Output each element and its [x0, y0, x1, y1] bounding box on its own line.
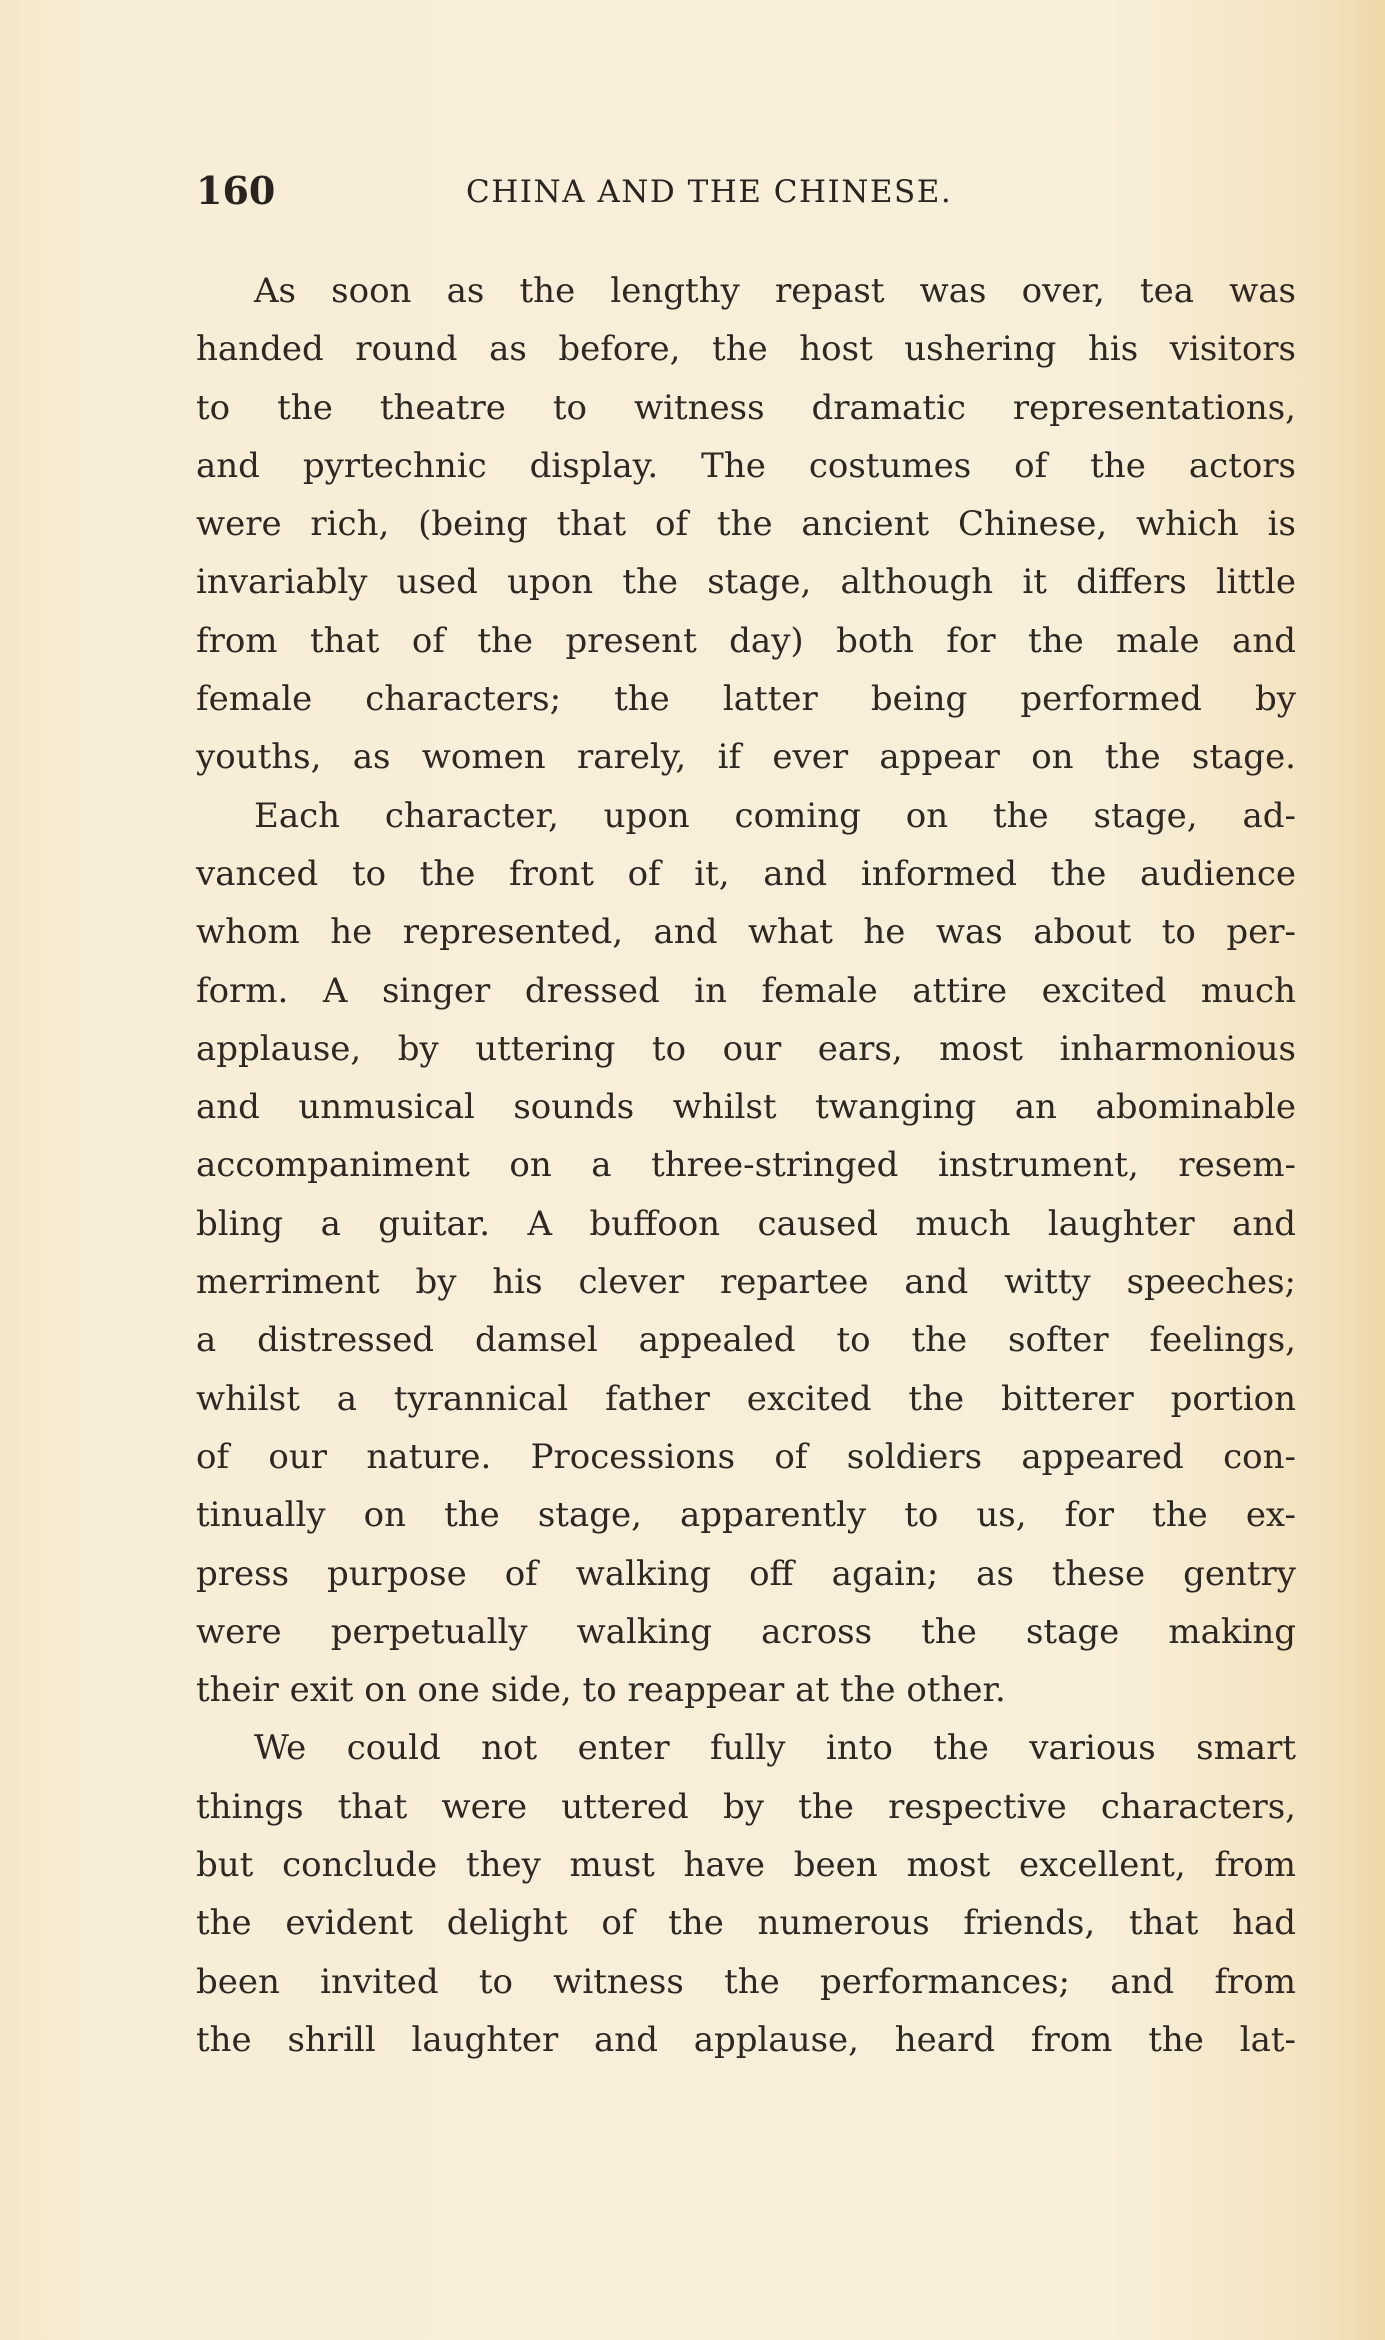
- text-line: handed round as before, the host ushering his visitors: [196, 329, 1296, 370]
- running-title: CHINA AND THE CHINESE.: [466, 174, 953, 210]
- text-line: and unmusical sounds whilst twanging an abominable: [196, 1087, 1296, 1128]
- text-line: As soon as the lengthy repast was over, tea was: [254, 271, 1296, 311]
- text-line: were rich, (being that of the ancient Chinese, which is: [196, 504, 1296, 545]
- text-line: the shrill laughter and applause, heard from the lat-: [196, 2019, 1296, 2060]
- text-line: whilst a tyrannical father excited the bitterer portion: [196, 1378, 1296, 1419]
- body-text: [196, 262, 1296, 2069]
- text-line: youths, as women rarely, if ever appear on the stage.: [196, 737, 1296, 778]
- text-line: the evident delight of the numerous friends, that had: [196, 1903, 1296, 1944]
- text-line: tinually on the stage, apparently to us, for the ex-: [196, 1495, 1296, 1536]
- text-line: vanced to the front of it, and informed the audience: [196, 853, 1296, 894]
- text-line: Each character, upon coming on the stage, ad-: [254, 795, 1296, 836]
- text-line: form. A singer dressed in female attire excited much: [196, 970, 1296, 1011]
- text-line: from that of the present day) both for the male and: [196, 620, 1296, 661]
- text-line: whom he represented, and what he was about to per-: [196, 912, 1296, 953]
- text-line: of our nature. Processions of soldiers appeared con-: [196, 1436, 1296, 1477]
- text-line: bling a guitar. A buffoon caused much laughter and: [196, 1203, 1296, 1244]
- text-line: been invited to witness the performances; and from: [196, 1961, 1296, 2002]
- text-line: We could not enter fully into the various smart: [254, 1728, 1296, 1769]
- text-line: press purpose of walking off again; as these gentry: [196, 1553, 1296, 1594]
- text-line: were perpetually walking across the stage making: [196, 1611, 1296, 1652]
- text-line: and pyrtechnic display. The costumes of the actors: [196, 445, 1296, 486]
- text-line: invariably used upon the stage, although it differs little: [196, 562, 1296, 603]
- text-line: to the theatre to witness dramatic representations,: [196, 387, 1296, 428]
- text-line: their exit on one side, to reappear at the other.: [196, 1670, 1006, 1711]
- text-line: a distressed damsel appealed to the softer feelings,: [196, 1320, 1296, 1361]
- text-line: but conclude they must have been most excellent, from: [196, 1845, 1296, 1886]
- text-line: female characters; the latter being performed by: [196, 679, 1296, 720]
- page-number: 160: [196, 168, 276, 213]
- text-line: things that were uttered by the respective characters,: [196, 1786, 1296, 1827]
- text-line: applause, by uttering to our ears, most inharmonious: [196, 1028, 1296, 1069]
- text-line: merriment by his clever repartee and witty speeches;: [196, 1262, 1296, 1303]
- text-line: accompaniment on a three-stringed instrument, resem-: [196, 1145, 1296, 1186]
- page-header: [196, 168, 1296, 218]
